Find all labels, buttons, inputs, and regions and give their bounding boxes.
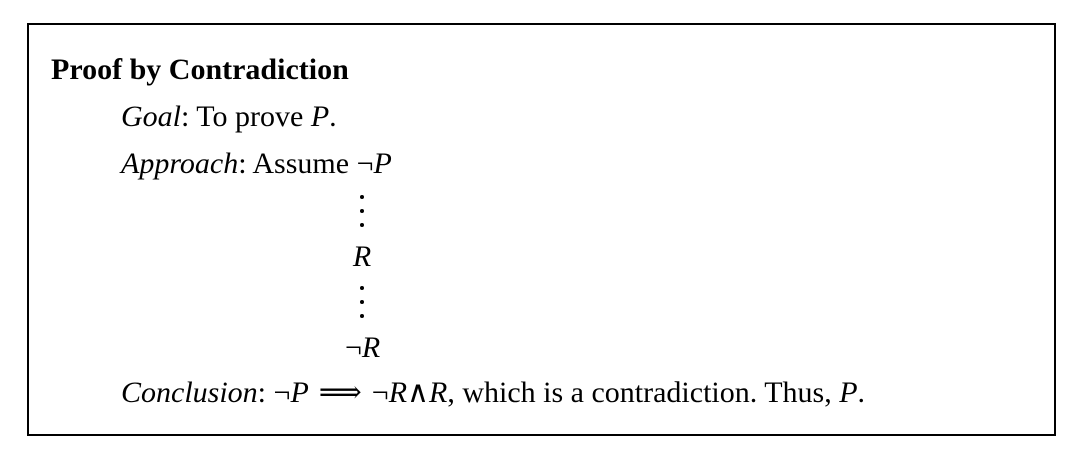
goal-label: Goal [121, 100, 181, 133]
goal-var: P [310, 100, 330, 133]
conclusion-label: Conclusion [121, 376, 258, 409]
goal-period: . [329, 100, 337, 133]
proof-title: Proof by Contradiction [51, 53, 349, 86]
conclusion-line: Conclusion: ¬P ⟹ ¬R∧R, which is a contradiction. Thus, P. [121, 376, 866, 409]
approach-label: Approach [121, 147, 239, 180]
derivation-step-not-r: ¬R [345, 331, 381, 364]
proof-box [27, 23, 1056, 436]
goal-line [121, 99, 337, 135]
goal-text: : To prove [181, 100, 311, 133]
vertical-dots-1 [360, 195, 364, 235]
approach-text: : Assume [238, 147, 357, 180]
approach-neg: ¬ [356, 147, 374, 180]
implies-symbol: ⟹ [318, 376, 362, 409]
vertical-dots-2 [360, 286, 364, 326]
approach-var: P [373, 147, 392, 180]
derivation-step-r: R [352, 240, 372, 273]
approach-line [121, 146, 392, 182]
and-symbol: ∧ [407, 376, 429, 409]
